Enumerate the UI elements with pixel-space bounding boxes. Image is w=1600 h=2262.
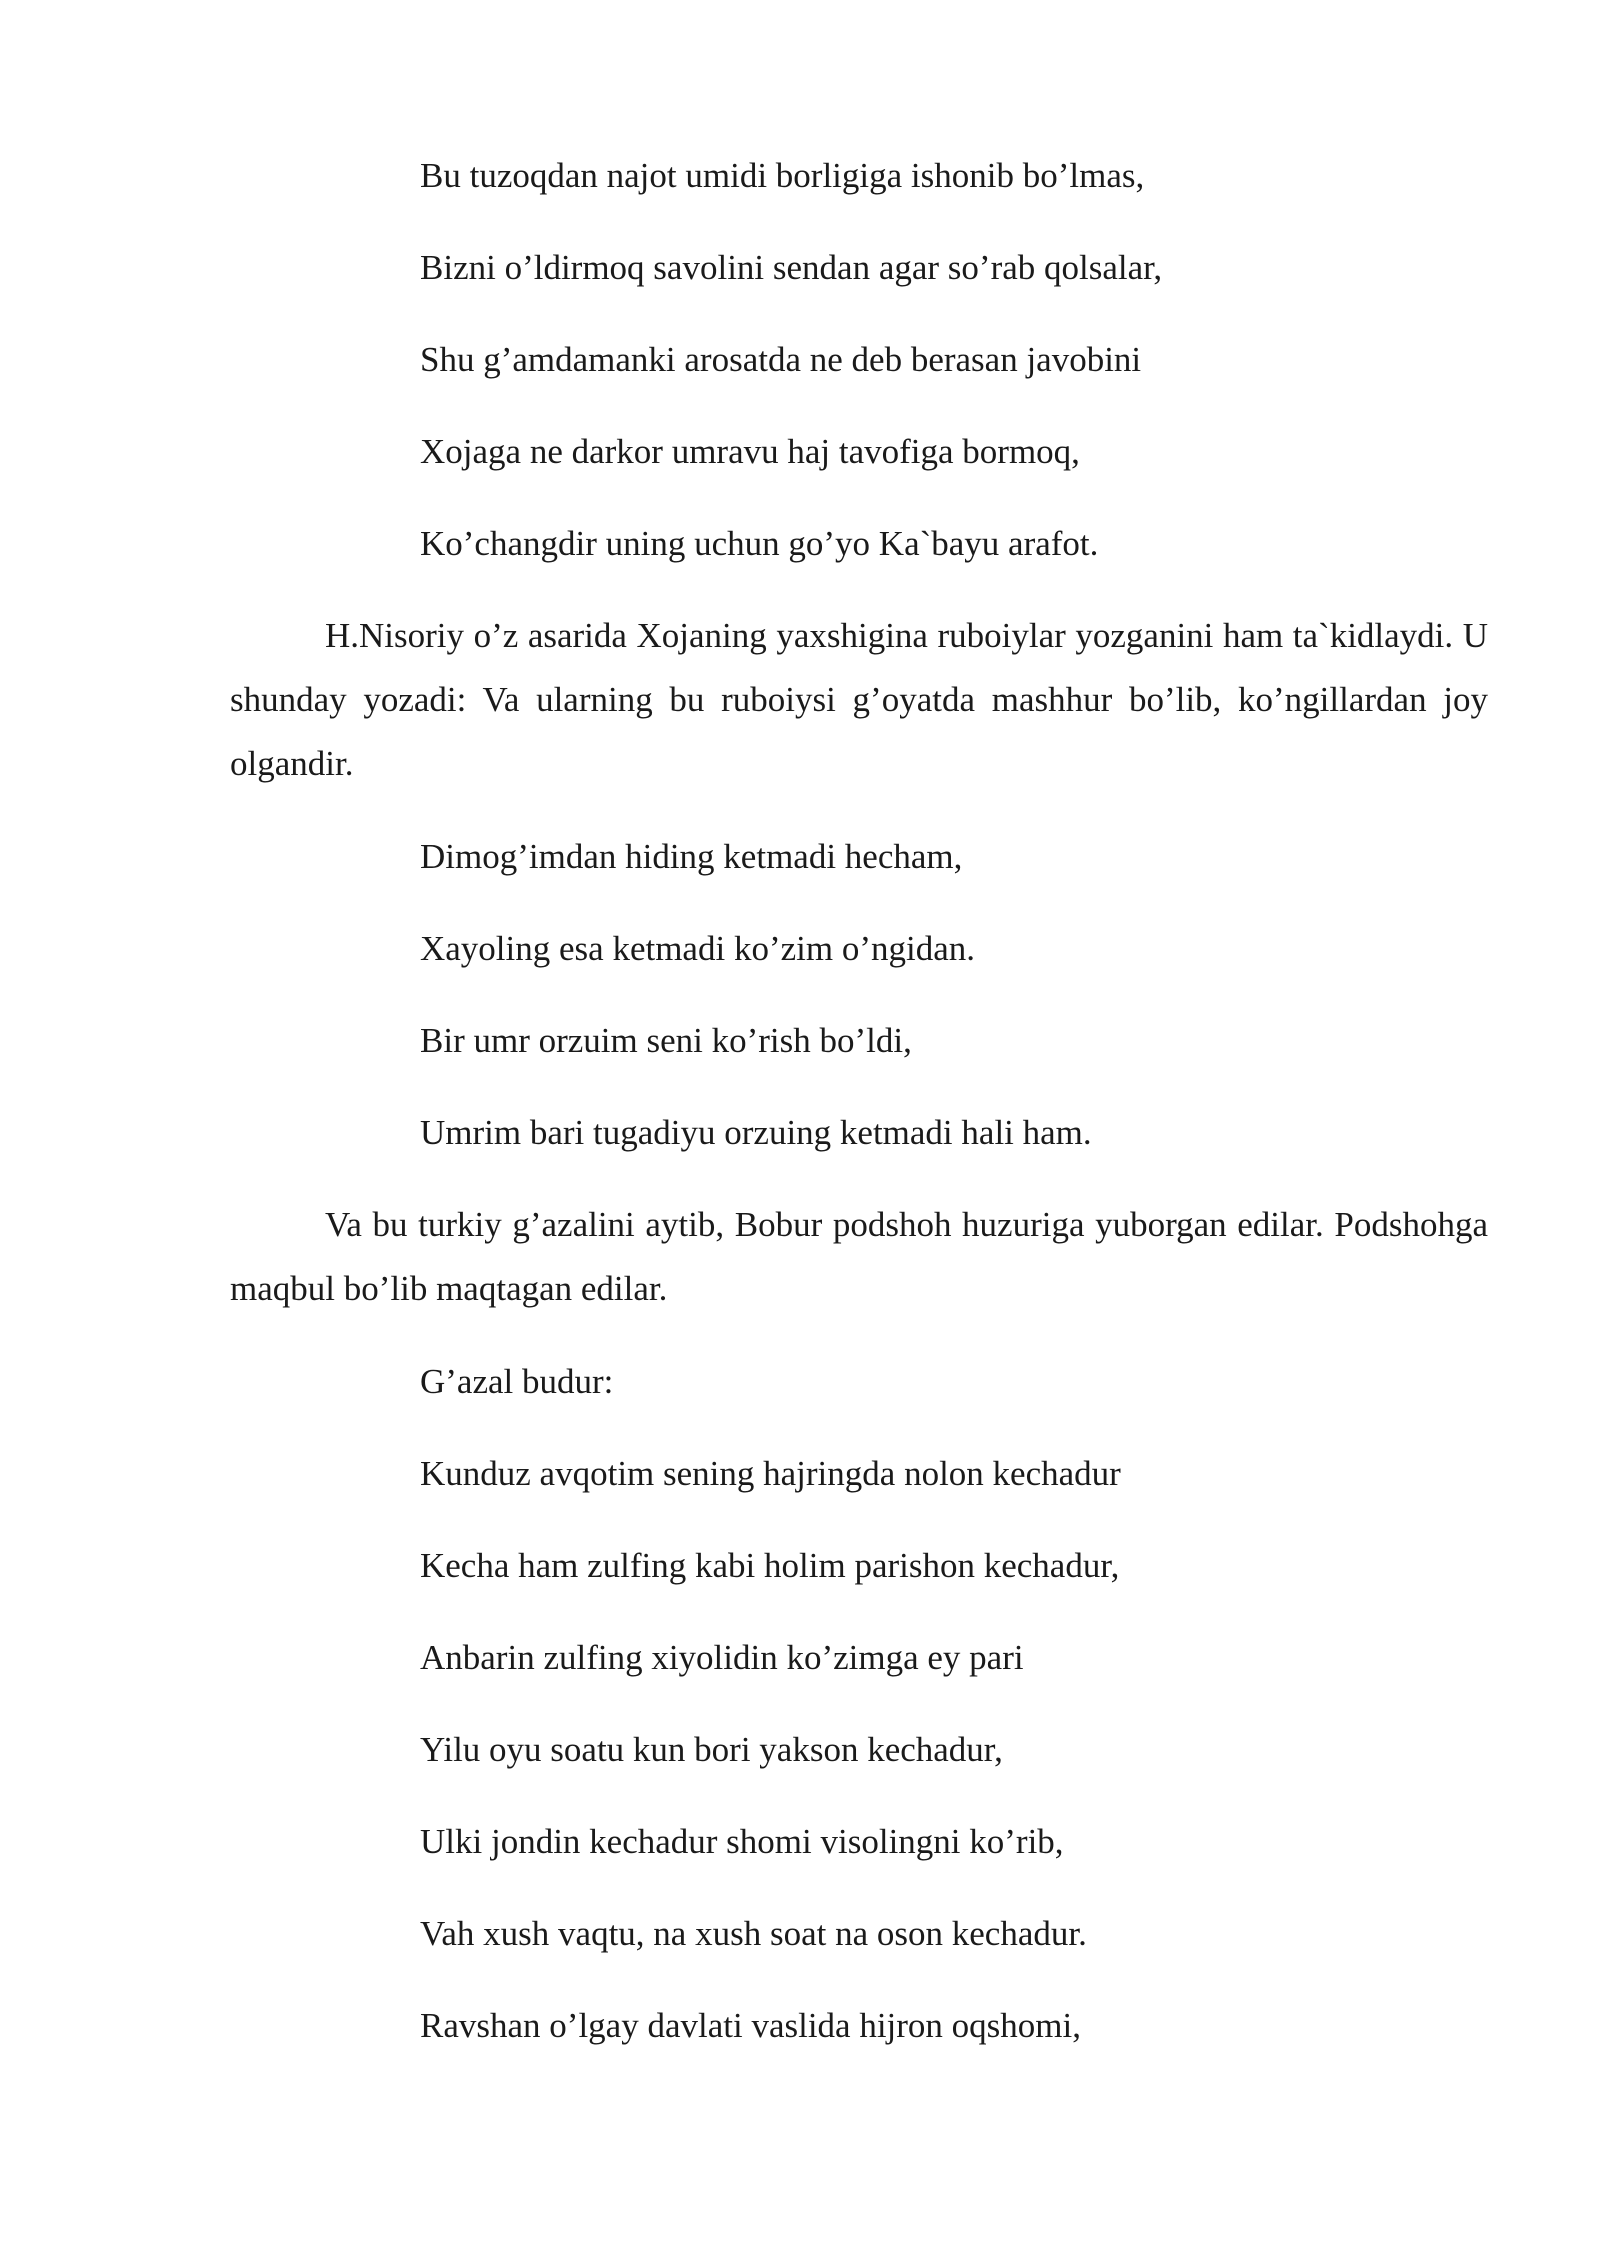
verse-line: Kunduz avqotim sening hajringda nolon kechadur	[420, 1454, 1121, 1493]
verse-line: Xayoling esa ketmadi ko’zim o’ngidan.	[420, 929, 975, 968]
verse-line: Anbarin zulfing xiyolidin ko’zimga ey pari	[420, 1638, 1024, 1677]
verse-line: Xojaga ne darkor umravu haj tavofiga bormoq,	[420, 432, 1080, 471]
paragraph: Va bu turkiy g’azalini aytib, Bobur podshoh huzuriga yuborgan edilar. Podshohga maqbul bo’lib maqtagan edilar.	[230, 1205, 1488, 1308]
verse-line: Yilu oyu soatu kun bori yakson kechadur,	[420, 1730, 1003, 1769]
paragraph: H.Nisoriy o’z asarida Xojaning yaxshigina ruboiylar yozganini ham ta`kidlaydi. U shunday yozadi: Va ularning bu ruboiysi g’oyatda mashhur bo’lib, ko’ngillardan joy olgandir.	[230, 616, 1488, 783]
verse-line: Vah xush vaqtu, na xush soat na oson kechadur.	[420, 1914, 1087, 1953]
verse-line: Kecha ham zulfing kabi holim parishon kechadur,	[420, 1546, 1120, 1585]
verse-line: Bu tuzoqdan najot umidi borligiga ishonib bo’lmas,	[420, 156, 1145, 195]
verse-line: Ko’changdir uning uchun go’yo Ka`bayu arafot.	[420, 524, 1099, 563]
verse-line: Dimog’imdan hiding ketmadi hecham,	[420, 837, 963, 876]
verse-line: Shu g’amdamanki arosatda ne deb berasan javobini	[420, 340, 1142, 379]
verse-heading: G’azal budur:	[420, 1362, 614, 1401]
verse-line: Bizni o’ldirmoq savolini sendan agar so’rab qolsalar,	[420, 248, 1163, 287]
verse-line: Bir umr orzuim seni ko’rish bo’ldi,	[420, 1021, 912, 1060]
verse-line: Ulki jondin kechadur shomi visolingni ko’rib,	[420, 1822, 1064, 1861]
verse-line: Umrim bari tugadiyu orzuing ketmadi hali ham.	[420, 1113, 1092, 1152]
verse-line: Ravshan o’lgay davlati vaslida hijron oqshomi,	[420, 2006, 1082, 2045]
